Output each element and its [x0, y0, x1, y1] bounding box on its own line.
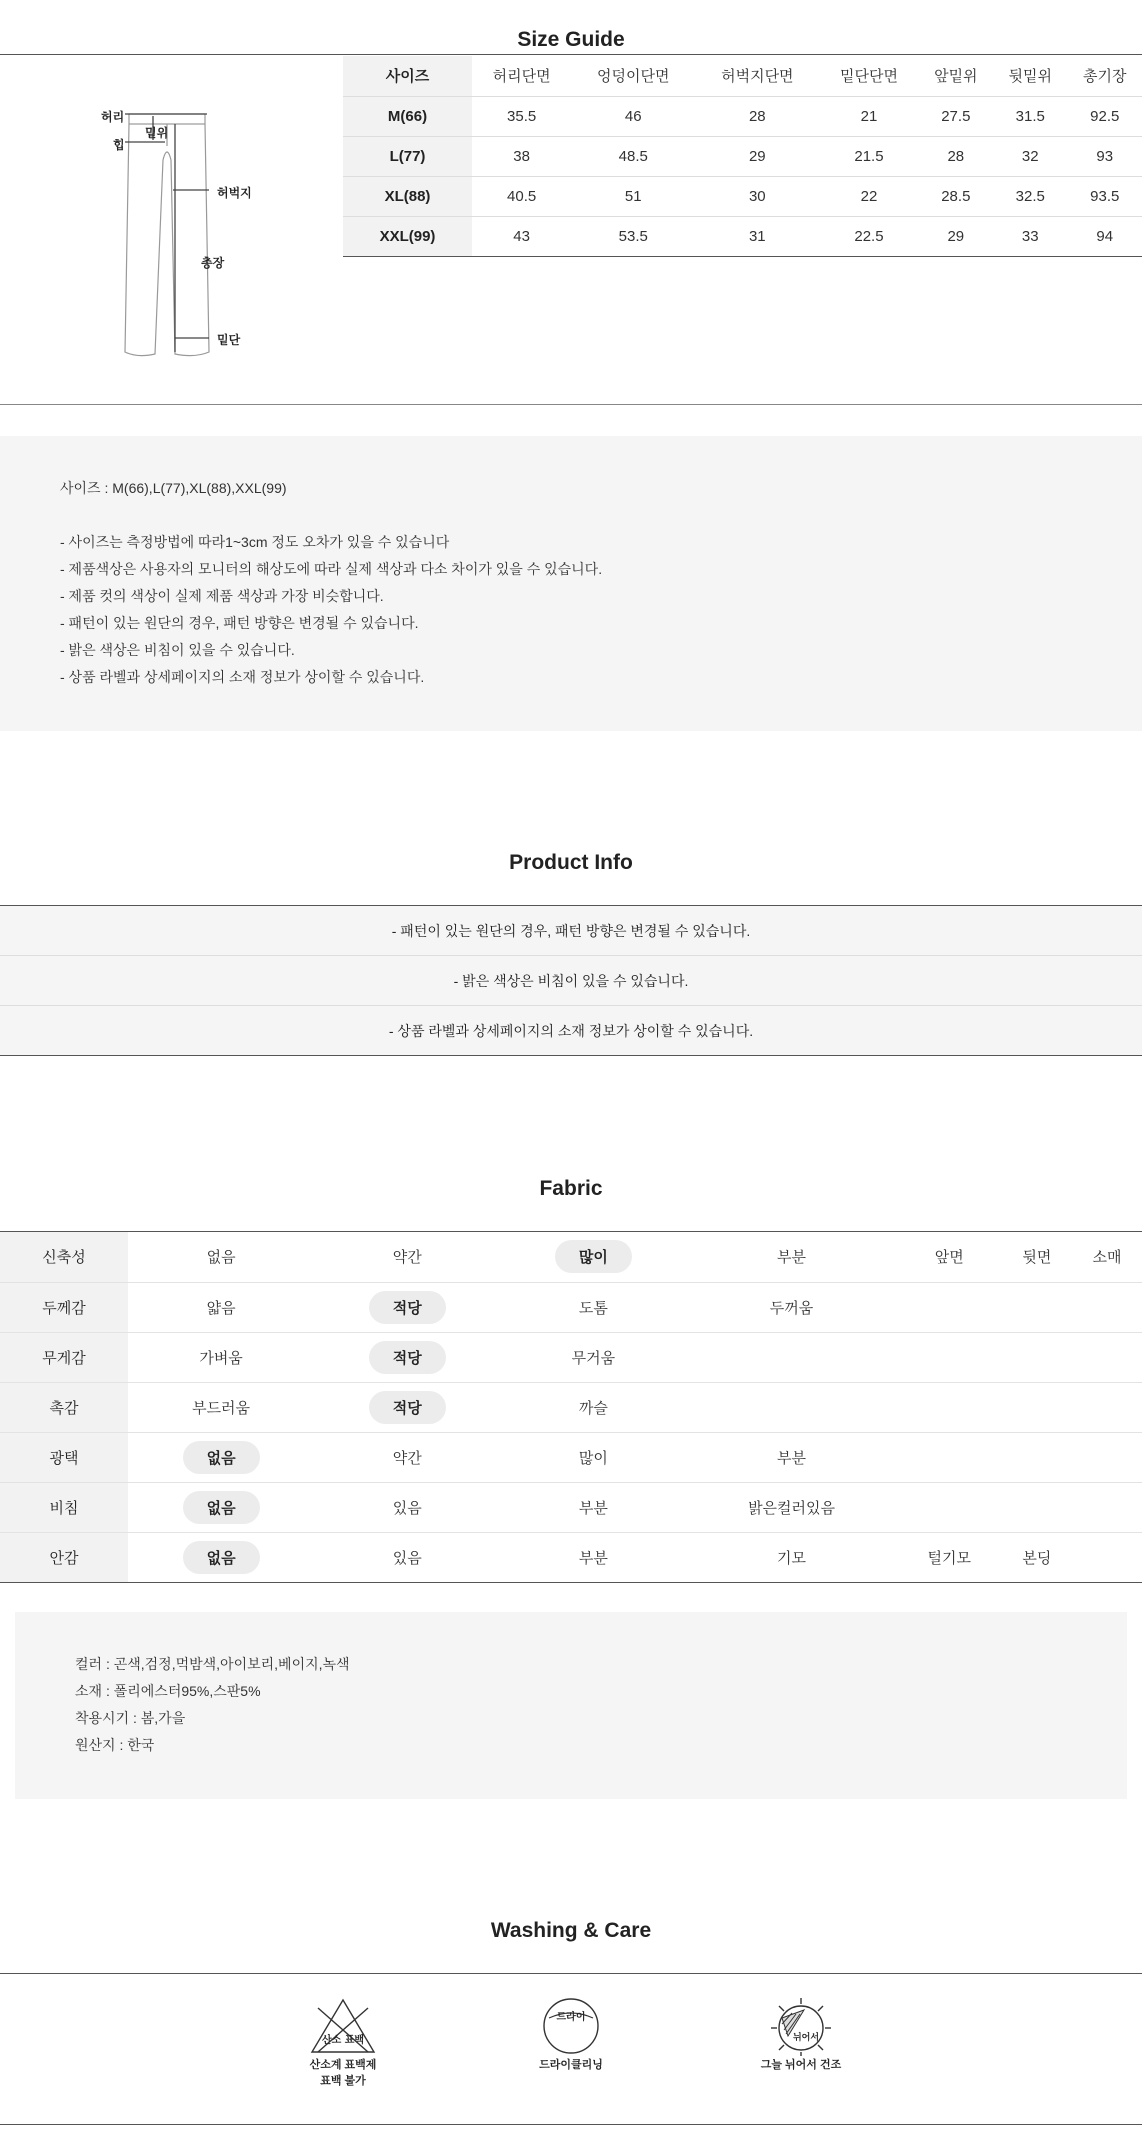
fabric-option: 약간: [392, 1249, 422, 1267]
fabric-option-cell: [1072, 1532, 1142, 1582]
fabric-option-cell: [1002, 1482, 1072, 1532]
fabric-option-cell: [1072, 1282, 1142, 1332]
fabric-option-cell: [686, 1482, 896, 1532]
fabric-option-cell: [128, 1232, 314, 1282]
size-label: XXL(99): [343, 216, 472, 256]
fabric-table: [0, 1232, 1142, 1583]
size-label: XL(88): [343, 176, 472, 216]
dry-clean-symbol-text: 드라이: [556, 2012, 586, 2023]
fabric-attribute-label: 두께감: [0, 1282, 128, 1332]
size-value: 21.5: [819, 136, 918, 176]
fabric-row: [0, 1232, 1142, 1282]
fabric-option-cell: [500, 1532, 686, 1582]
fabric-option-cell: [314, 1382, 500, 1432]
table-row: [343, 216, 1142, 256]
note-item: - 패턴이 있는 원단의 경우, 패턴 방향은 변경될 수 있습니다.: [60, 615, 419, 631]
pants-diagram: [95, 100, 265, 370]
fabric-option: 뒷면: [1022, 1249, 1052, 1267]
fabric-option-cell: [897, 1432, 1002, 1482]
fabric-option: 있음: [392, 1499, 422, 1517]
fabric-option-cell: [686, 1532, 896, 1582]
label-hip: 힙: [113, 138, 125, 152]
label-thigh: 허벅지: [217, 186, 252, 200]
size-value: 93: [1068, 136, 1142, 176]
fabric-detail-line: 소재 : 폴리에스터95%,스판5%: [75, 1683, 261, 1699]
size-col-header: 총기장: [1068, 56, 1142, 96]
fabric-option-cell: [897, 1482, 1002, 1532]
divider: [0, 2124, 1142, 2125]
fabric-option-cell: [500, 1232, 686, 1282]
size-value: 38: [472, 136, 571, 176]
size-value: 29: [695, 136, 819, 176]
size-col-header: 허리단면: [472, 56, 571, 96]
fabric-option-cell: [686, 1432, 896, 1482]
product-info-row: - 패턴이 있는 원단의 경우, 패턴 방향은 변경될 수 있습니다.: [0, 906, 1142, 956]
fabric-option: 약간: [392, 1449, 422, 1467]
fabric-option: 기모: [777, 1549, 807, 1567]
fabric-detail-line: 원산지 : 한국: [75, 1737, 155, 1753]
fabric-option-selected: 없음: [183, 1541, 260, 1574]
fabric-option: 부분: [777, 1249, 807, 1267]
size-value: 33: [993, 216, 1067, 256]
care-item-no-bleach: [273, 1996, 413, 2088]
fabric-option-cell: [1072, 1332, 1142, 1382]
size-value: 53.5: [571, 216, 695, 256]
size-col-header: 밑단단면: [819, 56, 918, 96]
size-notes: [0, 436, 1142, 731]
size-guide-title: Size Guide: [517, 28, 625, 51]
fabric-option-cell: [1002, 1432, 1072, 1482]
fabric-option: 털기모: [927, 1549, 971, 1567]
fabric-option-cell: [897, 1282, 1002, 1332]
dry-clean-icon: [536, 1996, 606, 2056]
size-value: 51: [571, 176, 695, 216]
fabric-option: 부드러움: [192, 1399, 251, 1417]
fabric-option-cell: [1072, 1382, 1142, 1432]
size-value: 93.5: [1068, 176, 1142, 216]
fabric-row: [0, 1382, 1142, 1432]
divider: [0, 54, 1142, 55]
table-row: [343, 136, 1142, 176]
fabric-option-cell: [314, 1532, 500, 1582]
fabric-row: [0, 1432, 1142, 1482]
fabric-option-cell: [686, 1332, 896, 1382]
size-col-header: 앞밑위: [919, 56, 993, 96]
table-row: [343, 176, 1142, 216]
shade-dry-symbol-text: 뉘어서: [792, 2033, 820, 2043]
fabric-option: 앞면: [934, 1249, 964, 1267]
size-value: 40.5: [472, 176, 571, 216]
fabric-option-selected: 없음: [183, 1441, 260, 1474]
no-bleach-icon: [308, 1996, 378, 2056]
fabric-option-cell: [1002, 1382, 1072, 1432]
fabric-option-selected: 많이: [555, 1240, 632, 1273]
size-value: 32.5: [993, 176, 1067, 216]
fabric-option-cell: [500, 1382, 686, 1432]
note-item: - 제품색상은 사용자의 모니터의 해상도에 따라 실제 색상과 다소 차이가 있을 수 있습니다.: [60, 561, 603, 577]
size-value: 22: [819, 176, 918, 216]
fabric-option: 부분: [578, 1499, 608, 1517]
fabric-row: [0, 1332, 1142, 1382]
product-info-row: - 밝은 색상은 비침이 있을 수 있습니다.: [0, 956, 1142, 1006]
fabric-option: 부분: [777, 1449, 807, 1467]
fabric-option-cell: [128, 1382, 314, 1432]
fabric-option-cell: [128, 1432, 314, 1482]
fabric-detail-line: 컬러 : 곤색,검정,먹밤색,아이보리,베이지,녹색: [75, 1656, 350, 1672]
fabric-option: 있음: [392, 1549, 422, 1567]
fabric-option-cell: [1002, 1232, 1072, 1282]
fabric-attribute-label: 안감: [0, 1532, 128, 1582]
fabric-attribute-label: 광택: [0, 1432, 128, 1482]
fabric-option: 가벼움: [199, 1349, 243, 1367]
size-table: [343, 56, 1142, 257]
fabric-option: 소매: [1092, 1249, 1122, 1267]
product-info-rows: [0, 906, 1142, 1056]
fabric-option-cell: [128, 1482, 314, 1532]
size-label: L(77): [343, 136, 472, 176]
divider: [0, 404, 1142, 405]
fabric-option: 없음: [206, 1249, 236, 1267]
fabric-option-cell: [1002, 1532, 1072, 1582]
fabric-option-cell: [686, 1232, 896, 1282]
fabric-option-cell: [1072, 1432, 1142, 1482]
fabric-option-selected: 적당: [369, 1391, 446, 1424]
size-value: 22.5: [819, 216, 918, 256]
fabric-option-cell: [1002, 1332, 1072, 1382]
fabric-title: Fabric: [539, 1177, 603, 1200]
size-col-header: 허벅지단면: [695, 56, 819, 96]
fabric-option-cell: [314, 1232, 500, 1282]
size-value: 32: [993, 136, 1067, 176]
size-value: 21: [819, 96, 918, 136]
care-label: 산소계 표백제: [309, 2059, 377, 2071]
size-col-header: 뒷밑위: [993, 56, 1067, 96]
size-table-header: [343, 56, 1142, 96]
fabric-option-cell: [128, 1332, 314, 1382]
fabric-option-cell: [314, 1432, 500, 1482]
fabric-details: [15, 1612, 1127, 1799]
size-col-header: 사이즈: [343, 56, 472, 96]
fabric-option-cell: [897, 1382, 1002, 1432]
size-value: 27.5: [919, 96, 993, 136]
fabric-option-cell: [686, 1382, 896, 1432]
fabric-attribute-label: 비침: [0, 1482, 128, 1532]
fabric-attribute-label: 무게감: [0, 1332, 128, 1382]
fabric-option: 도톰: [578, 1299, 608, 1317]
size-value: 30: [695, 176, 819, 216]
fabric-option-selected: 없음: [183, 1491, 260, 1524]
size-col-header: 엉덩이단면: [571, 56, 695, 96]
sizes-line: 사이즈 : M(66),L(77),XL(88),XXL(99): [60, 480, 287, 496]
size-value: 31: [695, 216, 819, 256]
fabric-option-cell: [686, 1282, 896, 1332]
fabric-option: 까슬: [578, 1399, 608, 1417]
size-value: 28: [919, 136, 993, 176]
fabric-option-selected: 적당: [369, 1291, 446, 1324]
note-item: - 밝은 색상은 비침이 있을 수 있습니다.: [60, 642, 295, 658]
fabric-option: 무거움: [571, 1349, 616, 1367]
note-item: - 제품 컷의 색상이 실제 제품 색상과 가장 비슷합니다.: [60, 588, 384, 604]
care-label-sub: 표백 불가: [320, 2075, 366, 2087]
fabric-option-selected: 적당: [369, 1341, 446, 1374]
fabric-option: 부분: [578, 1549, 608, 1567]
fabric-option-cell: [128, 1282, 314, 1332]
label-waist: 허리: [101, 110, 125, 124]
care-label: 드라이클리닝: [539, 2059, 603, 2071]
fabric-option-cell: [500, 1282, 686, 1332]
fabric-option-cell: [314, 1332, 500, 1382]
size-value: 28.5: [919, 176, 993, 216]
fabric-option: 밝은컬러있음: [748, 1499, 836, 1517]
size-value: 43: [472, 216, 571, 256]
care-label: 그늘 뉘어서 건조: [760, 2059, 842, 2071]
size-value: 29: [919, 216, 993, 256]
fabric-option-cell: [500, 1432, 686, 1482]
note-item: - 상품 라벨과 상세페이지의 소재 정보가 상이할 수 있습니다.: [60, 669, 425, 685]
product-info-title: Product Info: [509, 851, 633, 874]
fabric-attribute-label: 신축성: [0, 1232, 128, 1282]
care-item-shade-dry: [731, 1996, 871, 2072]
fabric-option-cell: [128, 1532, 314, 1582]
fabric-option-cell: [897, 1332, 1002, 1382]
no-bleach-symbol-text: 산소 표백: [321, 2035, 365, 2046]
size-value: 46: [571, 96, 695, 136]
table-row: [343, 96, 1142, 136]
size-label: M(66): [343, 96, 472, 136]
fabric-option-cell: [314, 1282, 500, 1332]
fabric-option-cell: [1072, 1482, 1142, 1532]
fabric-option-cell: [897, 1532, 1002, 1582]
fabric-option-cell: [1072, 1232, 1142, 1282]
product-info-row: - 상품 라벨과 상세페이지의 소재 정보가 상이할 수 있습니다.: [0, 1006, 1142, 1056]
size-value: 35.5: [472, 96, 571, 136]
label-length: 총장: [201, 256, 225, 270]
size-value: 92.5: [1068, 96, 1142, 136]
fabric-option: 얇음: [206, 1299, 236, 1317]
fabric-option-cell: [500, 1482, 686, 1532]
care-item-dry-clean: [501, 1996, 641, 2072]
fabric-option: 두꺼움: [769, 1299, 814, 1317]
label-rise: 밑위: [145, 126, 169, 140]
fabric-row: [0, 1282, 1142, 1332]
fabric-detail-line: 착용시기 : 봄,가을: [75, 1710, 186, 1726]
note-item: - 사이즈는 측정방법에 따라1~3cm 정도 오차가 있을 수 있습니다: [60, 534, 450, 550]
fabric-option-cell: [500, 1332, 686, 1382]
fabric-option-cell: [897, 1232, 1002, 1282]
fabric-row: [0, 1532, 1142, 1582]
shade-flat-dry-icon: [766, 1996, 836, 2056]
fabric-row: [0, 1482, 1142, 1532]
label-hem: 밑단: [217, 333, 241, 347]
size-value: 94: [1068, 216, 1142, 256]
fabric-attribute-label: 촉감: [0, 1382, 128, 1432]
size-value: 28: [695, 96, 819, 136]
washing-title: Washing & Care: [490, 1919, 652, 1942]
size-value: 48.5: [571, 136, 695, 176]
fabric-option-cell: [314, 1482, 500, 1532]
fabric-option-cell: [1002, 1282, 1072, 1332]
fabric-option: 본딩: [1022, 1549, 1052, 1567]
fabric-option: 많이: [578, 1449, 608, 1467]
divider: [0, 1973, 1142, 1974]
size-value: 31.5: [993, 96, 1067, 136]
